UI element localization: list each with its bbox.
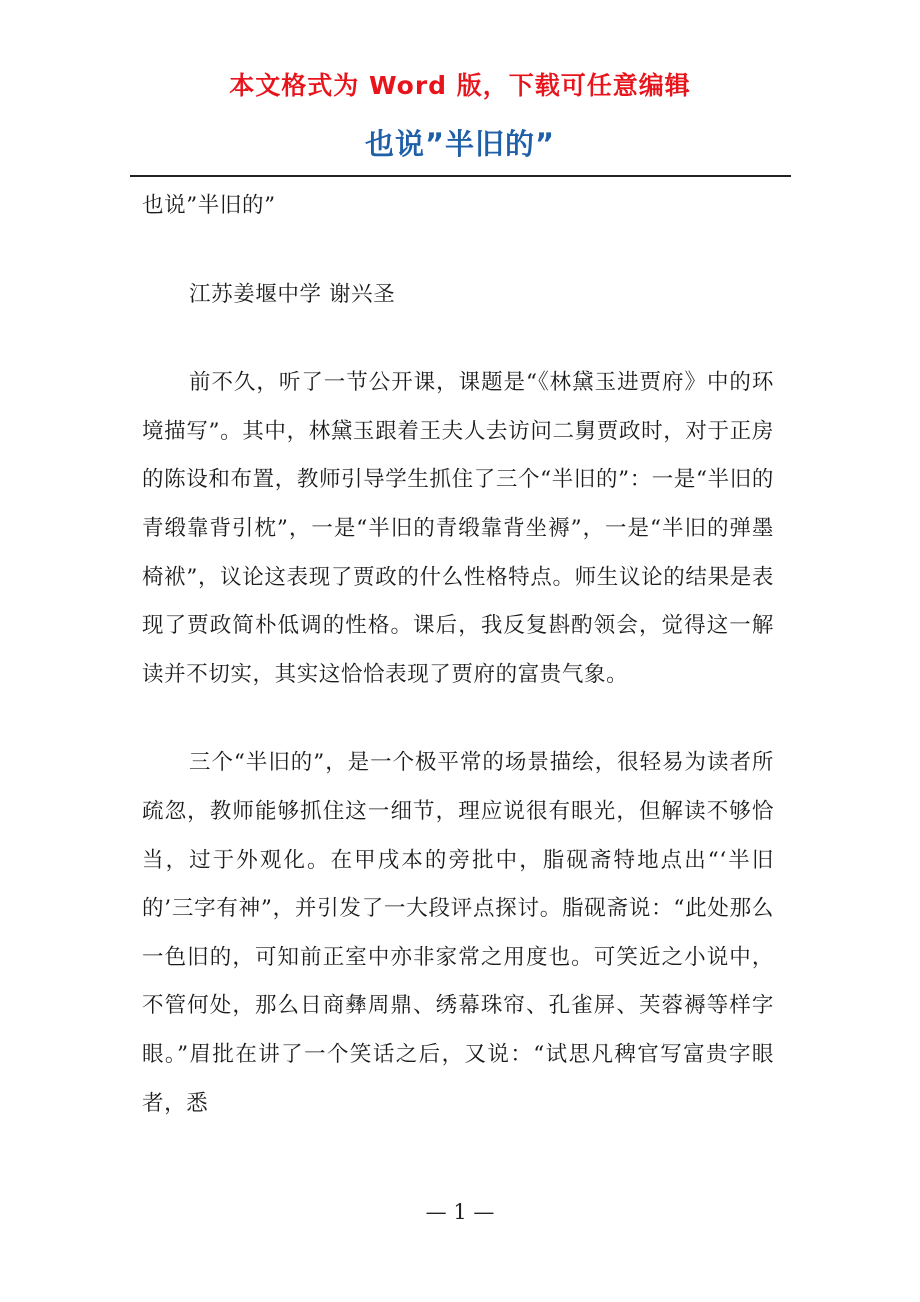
author-line: 江苏姜堰中学 谢兴圣 xyxy=(189,281,396,307)
title-divider xyxy=(130,175,791,177)
body-heading: 也说”半旧的” xyxy=(142,193,276,218)
paragraph-2: 三个“半旧的”，是一个极平常的场景描绘，很轻易为读者所疏忽，教师能够抓住这一细节，理应说很有眼光，但解读不够恰当，过于外观化。在甲戌本的旁批中，脂砚斋特地点出“‘半旧的’三字有神”，并引发了一大段评点探讨。脂砚斋说：“此处那么一色旧的，可知前正室中亦非家常之用度也。可笑近之小说中，不管何处，那么日商彝周鼎、绣幕珠帘、孔雀屏、芙蓉褥等样字眼。”眉批在讲了一个笑话之后，又说：“试思凡稗官写富贵字眼者，悉 xyxy=(142,750,774,1116)
download-banner: 本文格式为 Word 版，下载可任意编辑 xyxy=(229,71,691,100)
document-title: 也说”半旧的” xyxy=(364,127,556,161)
document-body xyxy=(142,182,774,1168)
page-number: — 1 — xyxy=(425,1200,495,1224)
paragraph-1: 前不久，听了一节公开课，课题是“《林黛玉进贾府》中的环境描写”。其中，林黛玉跟着王夫人去访问二舅贾政时，对于正房的陈设和布置，教师引导学生抓住了三个“半旧的”：一是“半旧的青缎靠背引枕”，一是“半旧的青缎靠背坐褥”，一是“半旧的弹墨椅袱”，议论这表现了贾政的什么性格特点。师生议论的结果是表现了贾政简朴低调的性格。课后，我反复斟酌领会，觉得这一解读并不切实，其实这恰恰表现了贾府的富贵气象。 xyxy=(142,370,774,687)
